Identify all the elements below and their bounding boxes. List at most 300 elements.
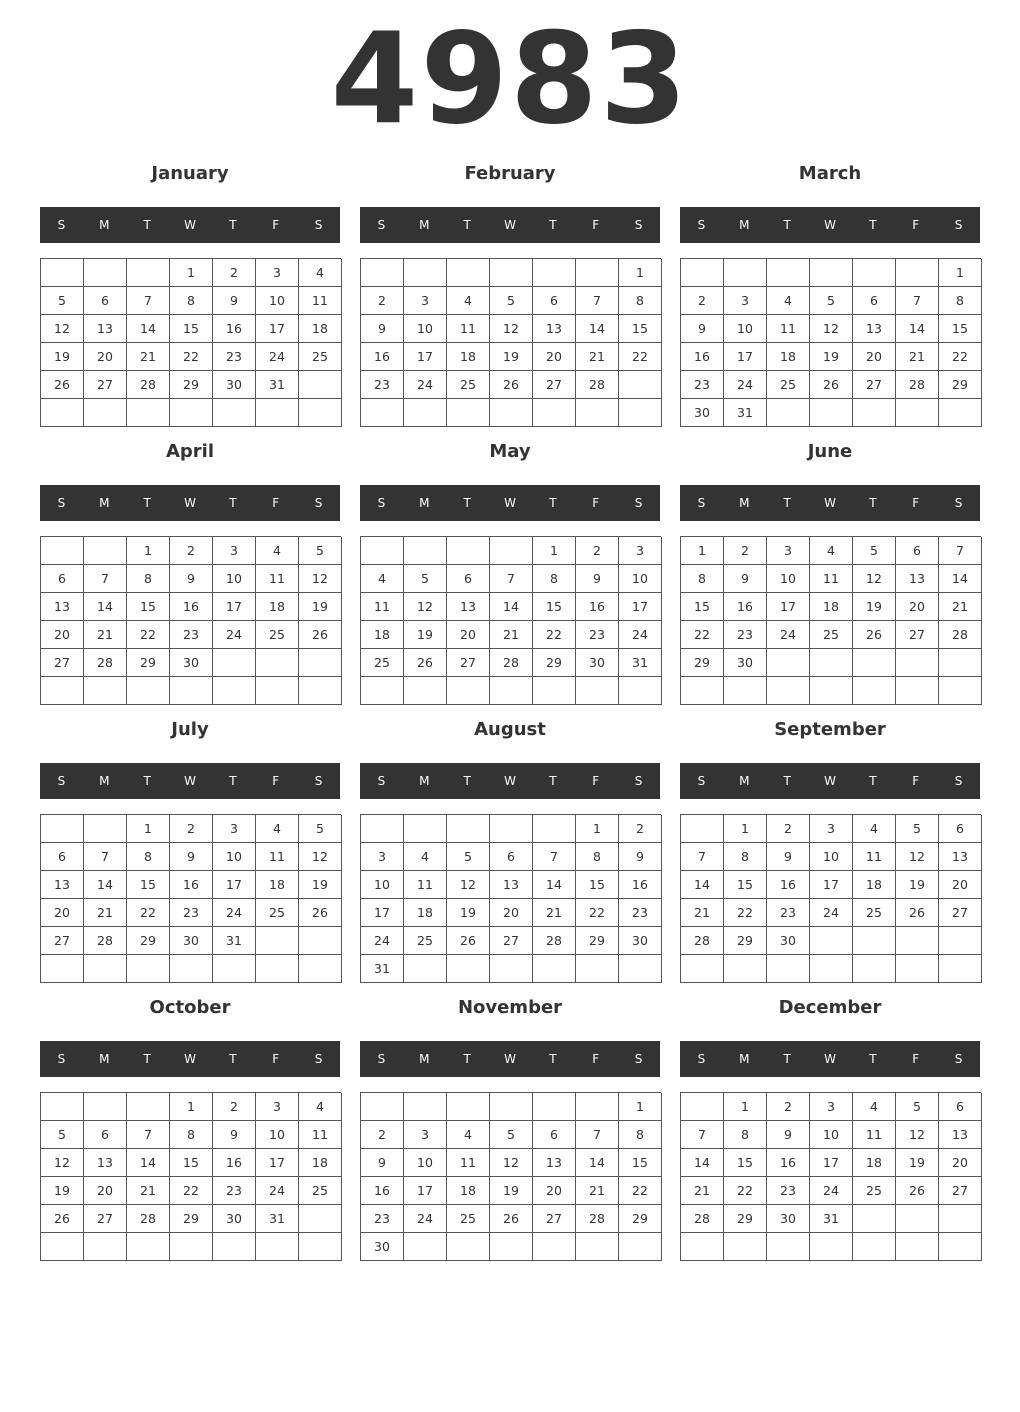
empty-day-cell	[810, 649, 853, 677]
empty-day-cell	[576, 955, 619, 983]
empty-day-cell	[84, 815, 127, 843]
empty-day-cell	[810, 955, 853, 983]
day-cell: 9	[361, 315, 404, 343]
day-cell: 16	[681, 343, 724, 371]
weekday-label: M	[739, 774, 750, 788]
day-cell: 26	[810, 371, 853, 399]
weekday-label: S	[697, 496, 706, 510]
day-cell: 11	[299, 1121, 342, 1149]
day-cell: 21	[84, 621, 127, 649]
day-cell: 22	[127, 621, 170, 649]
empty-day-cell	[939, 1233, 982, 1261]
empty-day-cell	[170, 677, 213, 705]
day-cell: 5	[490, 1121, 533, 1149]
weekday-label: S	[314, 496, 323, 510]
empty-day-cell	[84, 537, 127, 565]
day-cell: 9	[170, 565, 213, 593]
empty-day-cell	[127, 399, 170, 427]
day-cell: 23	[619, 899, 662, 927]
weekday-label: F	[272, 218, 280, 232]
empty-day-cell	[896, 649, 939, 677]
day-cell: 15	[939, 315, 982, 343]
weekday-label: T	[783, 218, 791, 232]
empty-day-cell	[490, 677, 533, 705]
empty-day-cell	[170, 955, 213, 983]
day-cell: 24	[404, 371, 447, 399]
day-cell: 7	[576, 1121, 619, 1149]
empty-day-cell	[404, 1233, 447, 1261]
day-cell: 9	[170, 843, 213, 871]
day-cell: 5	[490, 287, 533, 315]
day-cell: 9	[767, 843, 810, 871]
empty-day-cell	[256, 649, 299, 677]
day-cell: 20	[853, 343, 896, 371]
day-cell: 5	[41, 287, 84, 315]
day-cell: 3	[404, 1121, 447, 1149]
day-cell: 28	[127, 1205, 170, 1233]
empty-day-cell	[361, 677, 404, 705]
day-cell: 27	[41, 927, 84, 955]
day-cell: 2	[576, 537, 619, 565]
day-cell: 30	[767, 927, 810, 955]
day-cell: 3	[213, 537, 256, 565]
day-cell: 16	[767, 1149, 810, 1177]
day-cell: 11	[404, 871, 447, 899]
empty-day-cell	[299, 955, 342, 983]
day-cell: 15	[127, 593, 170, 621]
empty-day-cell	[256, 677, 299, 705]
day-cell: 12	[41, 1149, 84, 1177]
day-cell: 30	[767, 1205, 810, 1233]
day-cell: 20	[41, 621, 84, 649]
weekday-label: S	[954, 1052, 963, 1066]
empty-day-cell	[490, 259, 533, 287]
day-cell: 1	[533, 537, 576, 565]
day-cell: 7	[490, 565, 533, 593]
day-cell: 18	[853, 871, 896, 899]
day-cell: 6	[447, 565, 490, 593]
empty-day-cell	[533, 815, 576, 843]
day-cell: 22	[127, 899, 170, 927]
day-cell: 12	[896, 1121, 939, 1149]
day-cell: 25	[853, 1177, 896, 1205]
day-cell: 25	[361, 649, 404, 677]
weekday-label: T	[869, 1052, 877, 1066]
day-cell: 29	[533, 649, 576, 677]
weekday-label: W	[824, 1052, 836, 1066]
day-grid	[40, 536, 341, 705]
empty-day-cell	[213, 955, 256, 983]
day-cell: 13	[447, 593, 490, 621]
month-february	[360, 158, 660, 436]
weekday-label: T	[463, 1052, 471, 1066]
weekday-label: W	[824, 774, 836, 788]
empty-day-cell	[619, 955, 662, 983]
day-cell: 4	[299, 259, 342, 287]
day-cell: 1	[619, 1093, 662, 1121]
empty-day-cell	[447, 955, 490, 983]
day-cell: 12	[853, 565, 896, 593]
month-name: March	[798, 163, 862, 184]
day-cell: 19	[299, 593, 342, 621]
day-cell: 27	[853, 371, 896, 399]
empty-day-cell	[361, 259, 404, 287]
month-name: August	[474, 719, 546, 740]
empty-day-cell	[490, 1233, 533, 1261]
day-cell: 4	[853, 1093, 896, 1121]
weekday-label: S	[377, 1052, 386, 1066]
day-cell: 18	[447, 1177, 490, 1205]
empty-day-cell	[619, 1233, 662, 1261]
day-cell: 8	[170, 1121, 213, 1149]
empty-day-cell	[256, 1233, 299, 1261]
day-cell: 6	[41, 565, 84, 593]
day-cell: 20	[447, 621, 490, 649]
day-cell: 12	[299, 843, 342, 871]
empty-day-cell	[41, 537, 84, 565]
day-cell: 10	[724, 315, 767, 343]
empty-day-cell	[681, 1093, 724, 1121]
day-grid	[680, 258, 981, 427]
day-cell: 19	[299, 871, 342, 899]
empty-day-cell	[490, 955, 533, 983]
day-cell: 23	[724, 621, 767, 649]
day-cell: 1	[127, 537, 170, 565]
day-cell: 19	[41, 343, 84, 371]
day-cell: 21	[127, 1177, 170, 1205]
empty-day-cell	[447, 537, 490, 565]
weekday-label: M	[419, 1052, 430, 1066]
day-cell: 6	[939, 815, 982, 843]
empty-day-cell	[361, 399, 404, 427]
weekday-label: T	[549, 774, 557, 788]
month-name: December	[778, 997, 882, 1018]
day-cell: 28	[939, 621, 982, 649]
day-cell: 9	[213, 287, 256, 315]
day-cell: 4	[299, 1093, 342, 1121]
weekday-label: F	[912, 1052, 920, 1066]
day-cell: 12	[404, 593, 447, 621]
empty-day-cell	[213, 1233, 256, 1261]
weekday-label: S	[57, 1052, 66, 1066]
day-cell: 7	[576, 287, 619, 315]
weekday-label: T	[549, 496, 557, 510]
day-cell: 2	[767, 815, 810, 843]
empty-day-cell	[724, 259, 767, 287]
day-cell: 27	[939, 1177, 982, 1205]
weekday-label: F	[592, 496, 600, 510]
day-cell: 7	[533, 843, 576, 871]
day-cell: 5	[447, 843, 490, 871]
day-cell: 19	[41, 1177, 84, 1205]
day-cell: 3	[810, 1093, 853, 1121]
day-cell: 26	[299, 621, 342, 649]
weekday-label: T	[463, 496, 471, 510]
day-cell: 21	[490, 621, 533, 649]
weekday-label: S	[634, 218, 643, 232]
empty-day-cell	[41, 1093, 84, 1121]
day-cell: 7	[84, 843, 127, 871]
day-cell: 15	[576, 871, 619, 899]
day-cell: 21	[681, 1177, 724, 1205]
empty-day-cell	[127, 1093, 170, 1121]
day-cell: 5	[896, 1093, 939, 1121]
day-grid	[360, 536, 661, 705]
empty-day-cell	[576, 1093, 619, 1121]
day-cell: 20	[939, 1149, 982, 1177]
day-cell: 13	[853, 315, 896, 343]
day-cell: 14	[939, 565, 982, 593]
day-cell: 26	[404, 649, 447, 677]
empty-day-cell	[84, 259, 127, 287]
day-cell: 5	[896, 815, 939, 843]
day-cell: 7	[939, 537, 982, 565]
weekday-label: T	[229, 774, 237, 788]
day-cell: 13	[41, 593, 84, 621]
weekday-label: W	[504, 496, 516, 510]
empty-day-cell	[84, 1093, 127, 1121]
day-cell: 31	[810, 1205, 853, 1233]
day-cell: 28	[533, 927, 576, 955]
empty-day-cell	[896, 1233, 939, 1261]
day-cell: 6	[84, 1121, 127, 1149]
weekday-label: T	[143, 218, 151, 232]
empty-day-cell	[533, 955, 576, 983]
day-cell: 22	[939, 343, 982, 371]
day-cell: 23	[576, 621, 619, 649]
weekday-header	[40, 1041, 340, 1077]
day-cell: 23	[361, 1205, 404, 1233]
empty-day-cell	[447, 815, 490, 843]
day-cell: 8	[533, 565, 576, 593]
empty-day-cell	[619, 677, 662, 705]
day-cell: 8	[939, 287, 982, 315]
day-cell: 15	[619, 1149, 662, 1177]
empty-day-cell	[299, 1205, 342, 1233]
day-cell: 20	[84, 343, 127, 371]
day-cell: 8	[127, 565, 170, 593]
weekday-label: T	[549, 1052, 557, 1066]
day-cell: 17	[767, 593, 810, 621]
day-cell: 1	[619, 259, 662, 287]
empty-day-cell	[724, 955, 767, 983]
empty-day-cell	[84, 399, 127, 427]
day-cell: 13	[41, 871, 84, 899]
empty-day-cell	[361, 537, 404, 565]
empty-day-cell	[447, 1233, 490, 1261]
day-cell: 13	[939, 843, 982, 871]
day-cell: 22	[619, 343, 662, 371]
empty-day-cell	[41, 259, 84, 287]
day-cell: 3	[256, 1093, 299, 1121]
empty-day-cell	[256, 955, 299, 983]
empty-day-cell	[404, 399, 447, 427]
day-cell: 19	[896, 1149, 939, 1177]
day-cell: 4	[447, 1121, 490, 1149]
empty-day-cell	[767, 649, 810, 677]
day-cell: 22	[681, 621, 724, 649]
day-cell: 2	[170, 537, 213, 565]
day-cell: 3	[810, 815, 853, 843]
empty-day-cell	[256, 399, 299, 427]
empty-day-cell	[127, 1233, 170, 1261]
day-cell: 4	[853, 815, 896, 843]
weekday-label: S	[377, 774, 386, 788]
day-cell: 25	[299, 343, 342, 371]
day-cell: 26	[447, 927, 490, 955]
day-cell: 23	[170, 899, 213, 927]
weekday-label: W	[184, 218, 196, 232]
empty-day-cell	[490, 815, 533, 843]
day-cell: 21	[939, 593, 982, 621]
weekday-label: F	[272, 774, 280, 788]
day-cell: 13	[84, 315, 127, 343]
day-cell: 2	[681, 287, 724, 315]
empty-day-cell	[404, 537, 447, 565]
month-march	[680, 158, 980, 436]
empty-day-cell	[767, 259, 810, 287]
empty-day-cell	[939, 649, 982, 677]
empty-day-cell	[681, 1233, 724, 1261]
day-cell: 29	[127, 649, 170, 677]
empty-day-cell	[576, 259, 619, 287]
day-grid	[680, 1092, 981, 1261]
day-cell: 1	[170, 1093, 213, 1121]
day-grid	[360, 1092, 661, 1261]
day-cell: 23	[767, 899, 810, 927]
weekday-label: T	[229, 218, 237, 232]
empty-day-cell	[810, 259, 853, 287]
weekday-label: T	[783, 496, 791, 510]
empty-day-cell	[127, 955, 170, 983]
day-cell: 10	[213, 843, 256, 871]
day-cell: 8	[619, 1121, 662, 1149]
day-cell: 23	[767, 1177, 810, 1205]
day-cell: 9	[576, 565, 619, 593]
empty-day-cell	[299, 649, 342, 677]
day-cell: 4	[447, 287, 490, 315]
day-cell: 17	[724, 343, 767, 371]
weekday-label: W	[824, 218, 836, 232]
day-cell: 2	[724, 537, 767, 565]
day-cell: 1	[724, 1093, 767, 1121]
empty-day-cell	[767, 1233, 810, 1261]
empty-day-cell	[533, 677, 576, 705]
day-cell: 18	[256, 593, 299, 621]
day-cell: 3	[361, 843, 404, 871]
empty-day-cell	[299, 1233, 342, 1261]
weekday-header	[360, 1041, 660, 1077]
day-cell: 18	[447, 343, 490, 371]
day-cell: 28	[127, 371, 170, 399]
empty-day-cell	[896, 399, 939, 427]
weekday-label: W	[184, 774, 196, 788]
day-cell: 20	[533, 343, 576, 371]
weekday-label: T	[783, 774, 791, 788]
day-cell: 16	[361, 343, 404, 371]
day-cell: 23	[681, 371, 724, 399]
day-cell: 17	[256, 1149, 299, 1177]
weekday-label: F	[592, 218, 600, 232]
weekday-label: T	[869, 218, 877, 232]
day-cell: 24	[256, 1177, 299, 1205]
empty-day-cell	[681, 259, 724, 287]
empty-day-cell	[213, 399, 256, 427]
day-cell: 7	[84, 565, 127, 593]
day-cell: 12	[41, 315, 84, 343]
weekday-label: F	[272, 496, 280, 510]
empty-day-cell	[939, 927, 982, 955]
weekday-label: M	[739, 218, 750, 232]
weekday-label: T	[869, 774, 877, 788]
day-cell: 24	[810, 1177, 853, 1205]
day-cell: 16	[213, 315, 256, 343]
day-grid	[40, 814, 341, 983]
day-cell: 19	[404, 621, 447, 649]
weekday-header	[680, 1041, 980, 1077]
day-cell: 1	[576, 815, 619, 843]
day-cell: 29	[724, 1205, 767, 1233]
empty-day-cell	[810, 1233, 853, 1261]
day-cell: 18	[299, 1149, 342, 1177]
day-cell: 10	[361, 871, 404, 899]
empty-day-cell	[767, 955, 810, 983]
month-july	[40, 714, 340, 992]
day-cell: 4	[404, 843, 447, 871]
day-cell: 9	[767, 1121, 810, 1149]
day-cell: 14	[84, 871, 127, 899]
day-cell: 24	[213, 899, 256, 927]
day-cell: 18	[299, 315, 342, 343]
day-cell: 19	[490, 343, 533, 371]
weekday-label: M	[99, 774, 110, 788]
month-may	[360, 436, 660, 714]
empty-day-cell	[853, 259, 896, 287]
weekday-label: S	[634, 496, 643, 510]
day-cell: 8	[724, 843, 767, 871]
day-cell: 15	[170, 1149, 213, 1177]
day-cell: 6	[84, 287, 127, 315]
day-cell: 11	[256, 843, 299, 871]
weekday-label: F	[912, 218, 920, 232]
empty-day-cell	[41, 955, 84, 983]
weekday-label: M	[99, 1052, 110, 1066]
day-cell: 9	[619, 843, 662, 871]
day-cell: 8	[619, 287, 662, 315]
day-cell: 1	[939, 259, 982, 287]
day-cell: 21	[84, 899, 127, 927]
day-cell: 26	[41, 371, 84, 399]
day-cell: 10	[256, 287, 299, 315]
day-cell: 10	[404, 315, 447, 343]
day-cell: 13	[896, 565, 939, 593]
weekday-label: S	[634, 1052, 643, 1066]
day-cell: 15	[724, 1149, 767, 1177]
empty-day-cell	[170, 1233, 213, 1261]
day-cell: 3	[404, 287, 447, 315]
empty-day-cell	[767, 677, 810, 705]
day-cell: 14	[127, 315, 170, 343]
day-cell: 26	[853, 621, 896, 649]
empty-day-cell	[299, 677, 342, 705]
day-cell: 14	[533, 871, 576, 899]
weekday-header	[360, 485, 660, 521]
day-cell: 7	[127, 287, 170, 315]
empty-day-cell	[213, 649, 256, 677]
empty-day-cell	[724, 1233, 767, 1261]
day-cell: 21	[681, 899, 724, 927]
day-cell: 17	[404, 1177, 447, 1205]
